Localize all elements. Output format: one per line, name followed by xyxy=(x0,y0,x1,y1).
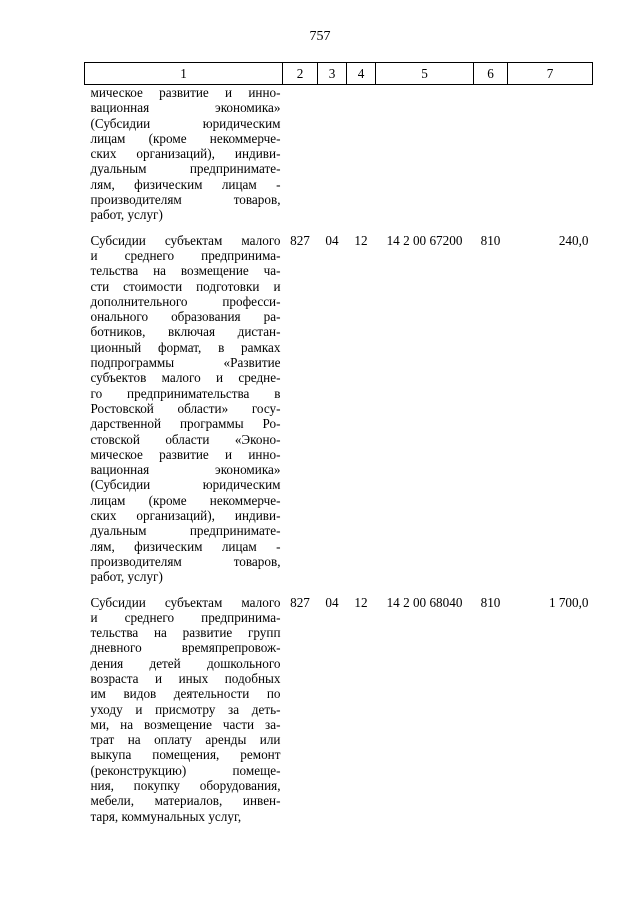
column-header: 6 xyxy=(474,63,508,85)
description-line: дополнительного професси- xyxy=(90,293,281,309)
description-line: уходу и присмотру за деть- xyxy=(90,701,281,717)
description-line: мическое развитие и инно- xyxy=(90,85,281,100)
description-line: работ, услуг) xyxy=(90,569,163,585)
description-line: подпрограммы «Развитие xyxy=(90,355,281,371)
description-line: лицам (кроме некоммерче- xyxy=(90,130,281,146)
description-line: ния, покупку оборудования, xyxy=(90,778,281,794)
description-line: мическое развитие и инно- xyxy=(90,446,281,462)
column-header: 4 xyxy=(347,63,376,85)
amount-value: 240,0 xyxy=(558,232,589,248)
description-line: и среднего предпринима- xyxy=(90,247,281,263)
section-code: 04 xyxy=(325,594,339,610)
column-header: 1 xyxy=(85,63,283,85)
section-code xyxy=(318,85,347,223)
description-line: вационная экономика» xyxy=(90,462,281,478)
description-line: выкупа помещения, ремонт xyxy=(90,747,281,763)
description-line: го предпринимательства в xyxy=(90,385,281,401)
column-header: 2 xyxy=(283,63,318,85)
description-line: Субсидии субъектам малого xyxy=(90,232,281,248)
row-description xyxy=(85,585,283,824)
description-line: ми, на возмещение части за- xyxy=(90,716,281,732)
description-line: стовской области «Эконо- xyxy=(90,431,281,447)
description-line: ских организаций), индиви- xyxy=(90,508,281,524)
column-header: 3 xyxy=(318,63,347,85)
page-number: 757 xyxy=(309,29,331,44)
description-line: лям, физическим лицам - xyxy=(90,176,281,192)
description-line: ционный формат, в рамках xyxy=(90,339,281,355)
description-line: им видов деятельности по xyxy=(90,686,281,702)
description-line: лям, физическим лицам - xyxy=(90,538,281,554)
description-line: таря, коммунальных услуг, xyxy=(90,808,242,824)
description-line: онального образования ра- xyxy=(90,309,281,325)
table-row xyxy=(85,585,593,824)
description-line: дневного времяпрепровож- xyxy=(90,640,281,656)
description-line: работ, услуг) xyxy=(90,207,163,223)
target-article-code xyxy=(376,85,474,223)
column-header: 5 xyxy=(376,63,474,85)
amount-value: 1 700,0 xyxy=(548,594,589,610)
table-row xyxy=(85,85,593,223)
section-code: 04 xyxy=(325,232,339,248)
column-number-row xyxy=(85,63,593,85)
description-line: (Субсидии юридическим xyxy=(90,115,281,131)
column-header: 7 xyxy=(508,63,593,85)
description-line: ских организаций), индиви- xyxy=(90,146,281,162)
amount-value xyxy=(508,85,593,223)
expense-type-code: 810 xyxy=(480,232,501,248)
description-line: дения детей дошкольного xyxy=(90,655,281,671)
description-line: лицам (кроме некоммерче- xyxy=(90,492,281,508)
description-line: тельства на возмещение ча- xyxy=(90,263,281,279)
ministry-code: 827 xyxy=(290,594,310,610)
description-line: (Субсидии юридическим xyxy=(90,477,281,493)
ministry-code xyxy=(283,85,318,223)
description-line: (реконструкцию) помеще- xyxy=(90,762,281,778)
description-line: ботников, включая дистан- xyxy=(90,324,281,340)
description-line: возраста и иных подобных xyxy=(90,670,281,686)
description-line: субъектов малого и средне- xyxy=(90,370,281,386)
target-article-code: 14 2 00 68040 xyxy=(386,594,463,610)
expense-type-code: 810 xyxy=(480,594,501,610)
ministry-code: 827 xyxy=(290,232,310,248)
description-line: Ростовской области» госу- xyxy=(90,400,281,416)
description-line: дуальным предпринимате- xyxy=(90,523,281,539)
description-line: Субсидии субъектам малого xyxy=(90,594,281,610)
table-row xyxy=(85,223,593,585)
budget-table xyxy=(84,62,593,824)
target-article-code: 14 2 00 67200 xyxy=(386,232,463,248)
expense-type-code xyxy=(474,85,508,223)
description-line: сти стоимости подготовки и xyxy=(90,278,281,294)
description-line: производителям товаров, xyxy=(90,192,281,208)
row-description xyxy=(85,85,283,223)
description-line: мебели, материалов, инвен- xyxy=(90,793,281,809)
description-line: дуальным предпринимате- xyxy=(90,161,281,177)
description-line: производителям товаров, xyxy=(90,553,281,569)
description-line: и среднего предпринима- xyxy=(90,609,281,625)
description-line: дарственной программы Ро- xyxy=(90,416,281,432)
row-description xyxy=(85,223,283,585)
description-line: трат на оплату аренды или xyxy=(90,732,281,748)
description-line: тельства на развитие групп xyxy=(90,625,281,641)
description-line: вационная экономика» xyxy=(90,100,281,116)
subsection-code: 12 xyxy=(354,232,368,248)
subsection-code: 12 xyxy=(354,594,368,610)
subsection-code xyxy=(347,85,376,223)
